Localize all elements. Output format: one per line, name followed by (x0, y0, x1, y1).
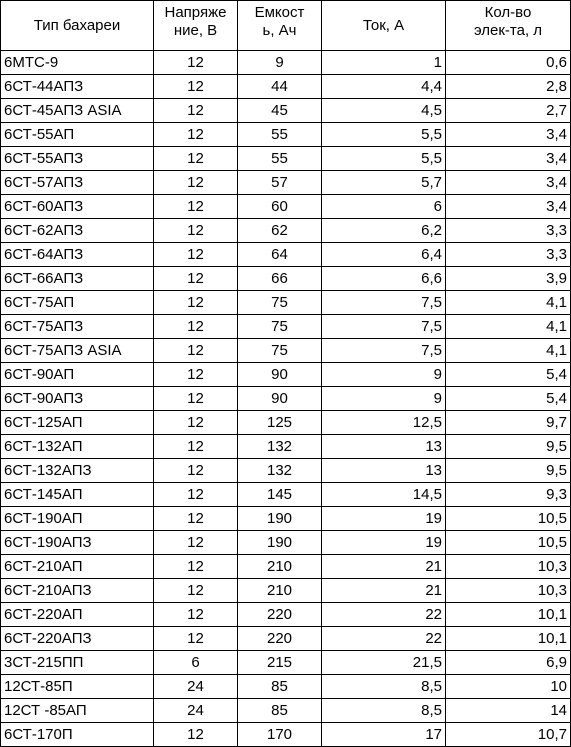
cell-capacity: 90 (238, 363, 322, 387)
cell-electrolyte: 10,3 (446, 579, 571, 603)
cell-electrolyte: 4,1 (446, 339, 571, 363)
cell-capacity: 145 (238, 483, 322, 507)
table-row (1, 699, 571, 723)
table-row (1, 123, 571, 147)
cell-voltage: 12 (154, 555, 238, 579)
cell-electrolyte: 9,3 (446, 483, 571, 507)
cell-capacity: 220 (238, 603, 322, 627)
cell-current: 21 (322, 555, 446, 579)
cell-capacity: 170 (238, 723, 322, 747)
cell-battery-type: 6СТ-210АПЗ (1, 579, 154, 603)
cell-battery-type: 6СТ-190АП (1, 507, 154, 531)
cell-battery-type: 6СТ-66АПЗ (1, 267, 154, 291)
cell-voltage: 12 (154, 291, 238, 315)
table-row (1, 579, 571, 603)
cell-battery-type: 6СТ-64АПЗ (1, 243, 154, 267)
cell-voltage: 12 (154, 603, 238, 627)
cell-current: 9 (322, 363, 446, 387)
table-row (1, 75, 571, 99)
table-row (1, 339, 571, 363)
table-row (1, 459, 571, 483)
cell-voltage: 24 (154, 699, 238, 723)
table-row (1, 171, 571, 195)
cell-voltage: 12 (154, 363, 238, 387)
table-row (1, 387, 571, 411)
cell-voltage: 12 (154, 579, 238, 603)
cell-capacity: 55 (238, 123, 322, 147)
cell-electrolyte: 9,5 (446, 459, 571, 483)
cell-current: 6 (322, 195, 446, 219)
header-electrolyte (446, 1, 571, 51)
header-capacity-line2: ь, Ач (262, 22, 297, 39)
cell-current: 6,6 (322, 267, 446, 291)
cell-electrolyte: 10,5 (446, 531, 571, 555)
cell-capacity: 190 (238, 507, 322, 531)
cell-capacity: 75 (238, 291, 322, 315)
cell-current: 4,5 (322, 99, 446, 123)
cell-electrolyte: 4,1 (446, 291, 571, 315)
cell-current: 8,5 (322, 699, 446, 723)
cell-capacity: 210 (238, 579, 322, 603)
cell-capacity: 55 (238, 147, 322, 171)
cell-capacity: 215 (238, 651, 322, 675)
cell-voltage: 12 (154, 723, 238, 747)
cell-current: 1 (322, 51, 446, 75)
cell-voltage: 12 (154, 147, 238, 171)
cell-battery-type: 6СТ-170П (1, 723, 154, 747)
cell-electrolyte: 5,4 (446, 387, 571, 411)
cell-capacity: 132 (238, 459, 322, 483)
cell-voltage: 12 (154, 411, 238, 435)
cell-voltage: 12 (154, 123, 238, 147)
header-voltage-line2: ние, В (173, 22, 218, 39)
cell-battery-type: 12СТ-85П (1, 675, 154, 699)
cell-battery-type: 6СТ-55АПЗ (1, 147, 154, 171)
table-row (1, 291, 571, 315)
cell-battery-type: 6СТ-90АП (1, 363, 154, 387)
cell-electrolyte: 14 (446, 699, 571, 723)
cell-electrolyte: 10,5 (446, 507, 571, 531)
cell-electrolyte: 9,5 (446, 435, 571, 459)
cell-current: 19 (322, 531, 446, 555)
cell-battery-type: 6МТС-9 (1, 51, 154, 75)
cell-current: 5,7 (322, 171, 446, 195)
cell-capacity: 9 (238, 51, 322, 75)
cell-capacity: 132 (238, 435, 322, 459)
table-row (1, 147, 571, 171)
cell-current: 7,5 (322, 339, 446, 363)
cell-current: 4,4 (322, 75, 446, 99)
cell-electrolyte: 3,9 (446, 267, 571, 291)
cell-voltage: 12 (154, 315, 238, 339)
cell-capacity: 125 (238, 411, 322, 435)
cell-battery-type: 6СТ-57АПЗ (1, 171, 154, 195)
cell-current: 22 (322, 603, 446, 627)
table-row (1, 99, 571, 123)
cell-battery-type: 6СТ-55АП (1, 123, 154, 147)
cell-voltage: 12 (154, 195, 238, 219)
cell-current: 7,5 (322, 315, 446, 339)
cell-electrolyte: 3,3 (446, 219, 571, 243)
cell-electrolyte: 3,4 (446, 147, 571, 171)
cell-capacity: 85 (238, 675, 322, 699)
cell-current: 17 (322, 723, 446, 747)
cell-battery-type: 3СТ-215ПП (1, 651, 154, 675)
header-battery-type (1, 1, 154, 51)
header-voltage (154, 1, 238, 51)
cell-battery-type: 6СТ-60АПЗ (1, 195, 154, 219)
cell-current: 21 (322, 579, 446, 603)
cell-voltage: 12 (154, 75, 238, 99)
header-row (1, 1, 571, 51)
cell-battery-type: 6СТ-132АП (1, 435, 154, 459)
cell-capacity: 75 (238, 315, 322, 339)
header-current-text: Ток, А (362, 16, 405, 34)
table-row (1, 507, 571, 531)
cell-battery-type: 6СТ-44АПЗ (1, 75, 154, 99)
cell-voltage: 12 (154, 51, 238, 75)
cell-battery-type: 6СТ-220АП (1, 603, 154, 627)
cell-electrolyte: 3,4 (446, 123, 571, 147)
table-row (1, 675, 571, 699)
cell-electrolyte: 10,3 (446, 555, 571, 579)
table-row (1, 651, 571, 675)
cell-capacity: 210 (238, 555, 322, 579)
cell-capacity: 62 (238, 219, 322, 243)
cell-battery-type: 6СТ-62АПЗ (1, 219, 154, 243)
cell-voltage: 12 (154, 627, 238, 651)
cell-battery-type: 12СТ -85АП (1, 699, 154, 723)
table-row (1, 243, 571, 267)
cell-battery-type: 6СТ-145АП (1, 483, 154, 507)
cell-battery-type: 6СТ-125АП (1, 411, 154, 435)
header-voltage-line1: Напряже (164, 4, 227, 21)
table-header (1, 1, 571, 51)
cell-current: 8,5 (322, 675, 446, 699)
table-body (1, 51, 571, 747)
cell-voltage: 12 (154, 483, 238, 507)
cell-capacity: 90 (238, 387, 322, 411)
cell-voltage: 12 (154, 387, 238, 411)
table-row (1, 531, 571, 555)
table-row (1, 315, 571, 339)
cell-electrolyte: 10,7 (446, 723, 571, 747)
header-current (322, 1, 446, 51)
cell-capacity: 220 (238, 627, 322, 651)
cell-battery-type: 6СТ-75АП (1, 291, 154, 315)
cell-voltage: 12 (154, 171, 238, 195)
cell-capacity: 60 (238, 195, 322, 219)
table-row (1, 219, 571, 243)
cell-voltage: 6 (154, 651, 238, 675)
table-row (1, 555, 571, 579)
cell-voltage: 12 (154, 267, 238, 291)
table-row (1, 51, 571, 75)
cell-capacity: 64 (238, 243, 322, 267)
cell-electrolyte: 10,1 (446, 627, 571, 651)
cell-battery-type: 6СТ-220АПЗ (1, 627, 154, 651)
cell-electrolyte: 6,9 (446, 651, 571, 675)
cell-voltage: 12 (154, 243, 238, 267)
cell-voltage: 24 (154, 675, 238, 699)
cell-current: 7,5 (322, 291, 446, 315)
cell-voltage: 12 (154, 99, 238, 123)
cell-electrolyte: 9,7 (446, 411, 571, 435)
cell-current: 13 (322, 459, 446, 483)
header-capacity-line1: Емкост (254, 4, 305, 21)
cell-voltage: 12 (154, 507, 238, 531)
cell-capacity: 66 (238, 267, 322, 291)
cell-capacity: 57 (238, 171, 322, 195)
table-row (1, 435, 571, 459)
cell-current: 6,4 (322, 243, 446, 267)
cell-voltage: 12 (154, 459, 238, 483)
cell-electrolyte: 2,8 (446, 75, 571, 99)
table-row (1, 603, 571, 627)
header-battery-type-text: Тип бахареи (33, 16, 121, 34)
cell-current: 6,2 (322, 219, 446, 243)
cell-electrolyte: 3,3 (446, 243, 571, 267)
cell-voltage: 12 (154, 435, 238, 459)
cell-capacity: 85 (238, 699, 322, 723)
table-row (1, 267, 571, 291)
cell-capacity: 44 (238, 75, 322, 99)
cell-battery-type: 6СТ-132АПЗ (1, 459, 154, 483)
cell-battery-type: 6СТ-210АП (1, 555, 154, 579)
cell-electrolyte: 5,4 (446, 363, 571, 387)
cell-battery-type: 6СТ-45АПЗ ASIA (1, 99, 154, 123)
header-electrolyte-line1: Кол-во (484, 4, 532, 21)
cell-electrolyte: 10,1 (446, 603, 571, 627)
cell-current: 14,5 (322, 483, 446, 507)
cell-capacity: 75 (238, 339, 322, 363)
cell-voltage: 12 (154, 219, 238, 243)
table-row (1, 411, 571, 435)
cell-electrolyte: 0,6 (446, 51, 571, 75)
cell-battery-type: 6СТ-75АПЗ ASIA (1, 339, 154, 363)
table-row (1, 483, 571, 507)
cell-current: 9 (322, 387, 446, 411)
table-row (1, 363, 571, 387)
header-electrolyte-line2: элек-та, л (473, 22, 543, 39)
cell-battery-type: 6СТ-75АПЗ (1, 315, 154, 339)
cell-electrolyte: 2,7 (446, 99, 571, 123)
cell-capacity: 45 (238, 99, 322, 123)
cell-electrolyte: 3,4 (446, 195, 571, 219)
cell-electrolyte: 10 (446, 675, 571, 699)
cell-voltage: 12 (154, 339, 238, 363)
cell-battery-type: 6СТ-90АПЗ (1, 387, 154, 411)
table-row (1, 723, 571, 747)
cell-current: 21,5 (322, 651, 446, 675)
cell-electrolyte: 3,4 (446, 171, 571, 195)
table-row (1, 195, 571, 219)
cell-voltage: 12 (154, 531, 238, 555)
table-row (1, 627, 571, 651)
cell-electrolyte: 4,1 (446, 315, 571, 339)
cell-current: 5,5 (322, 123, 446, 147)
cell-current: 19 (322, 507, 446, 531)
cell-current: 5,5 (322, 147, 446, 171)
cell-capacity: 190 (238, 531, 322, 555)
cell-current: 22 (322, 627, 446, 651)
header-capacity (238, 1, 322, 51)
cell-current: 13 (322, 435, 446, 459)
cell-current: 12,5 (322, 411, 446, 435)
cell-battery-type: 6СТ-190АПЗ (1, 531, 154, 555)
